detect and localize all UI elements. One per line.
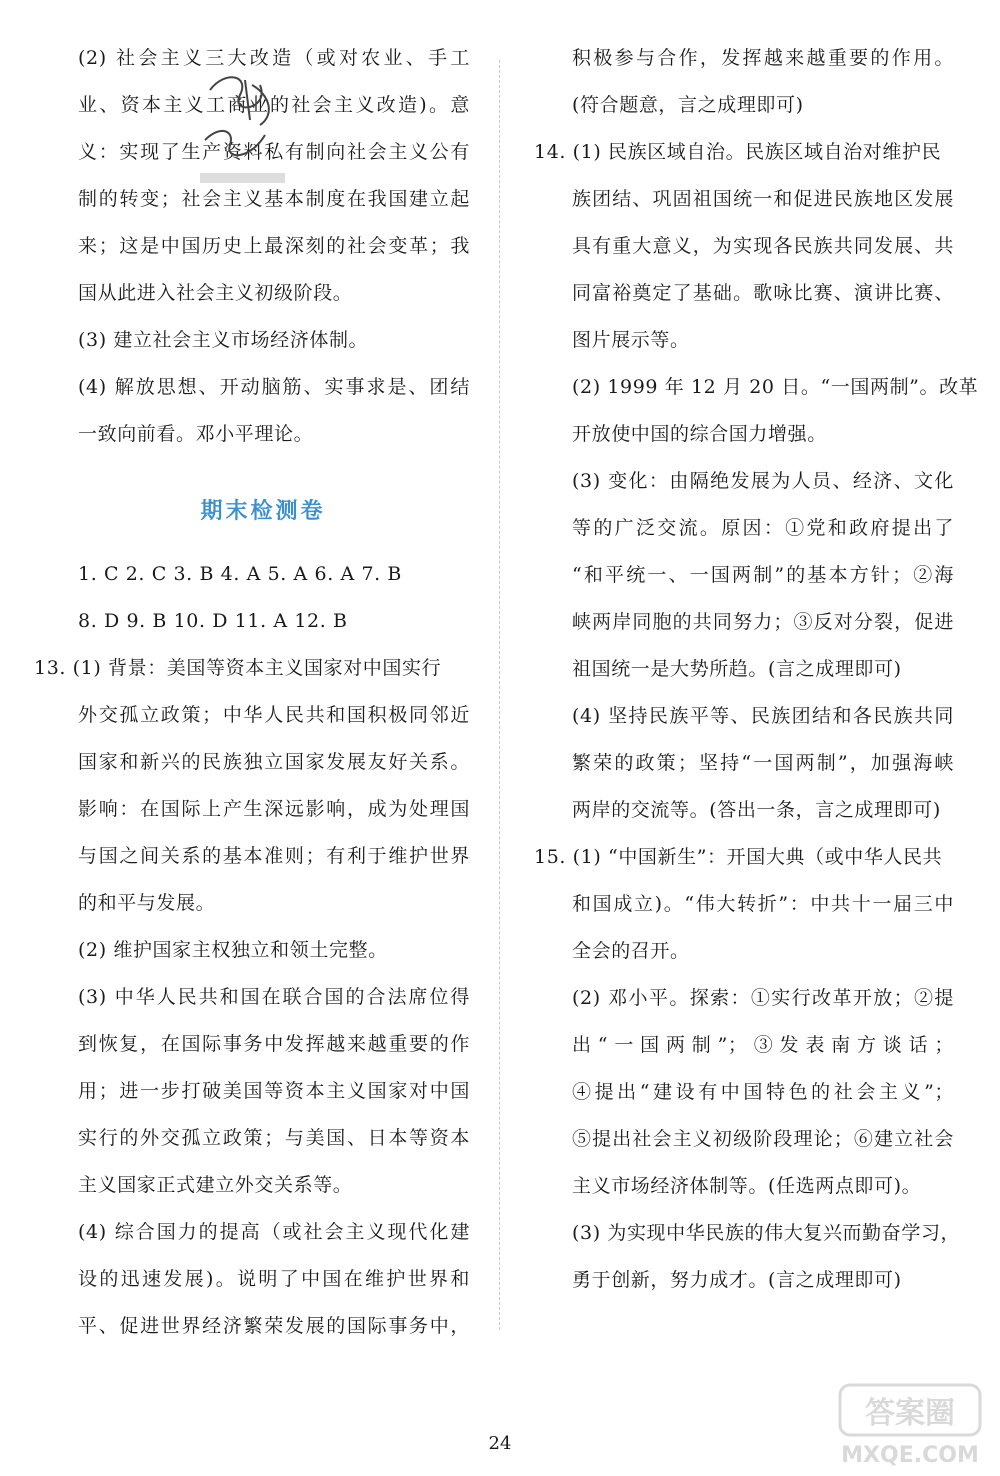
text-line: 同富裕奠定了基础。歌咏比赛、演讲比赛、 [572,282,954,304]
question-15-line: 15. (1) “中国新生”：开国大典（或中华人民共 [534,846,943,868]
text-line: 繁荣的政策；坚持“一国两制”，加强海峡 [572,752,954,774]
text-line: (2) 邓小平。探索：①实行改革开放；②提 [572,987,954,1009]
text-line: (3) 为实现中华民族的伟大复兴而勤奋学习， [572,1222,961,1244]
text-line: 义：实现了生产资料私有制向社会主义公有 [78,141,470,163]
text-line: “和平统一、一国两制”的基本方针；②海 [572,564,954,586]
text-line: 国从此进入社会主义初级阶段。 [78,282,353,304]
text-line: 平、促进世界经济繁荣发展的国际事务中， [78,1315,470,1337]
page-number: 24 [488,1433,512,1454]
choice-answers-line: 8. D 9. B 10. D 11. A 12. B [78,610,348,632]
text-line: 设的迅速发展)。说明了中国在维护世界和 [78,1268,470,1290]
text-line: (2) 维护国家主权独立和领土完整。 [78,939,388,961]
text-line: 主义市场经济体制等。(任选两点即可)。 [572,1175,922,1197]
text-line: 业、资本主义工商业的社会主义改造)。意 [78,94,470,116]
text-line: (3) 变化：由隔绝发展为人员、经济、文化 [572,470,954,492]
text-line: 峡两岸同胞的共同努力；③反对分裂，促进 [572,611,954,633]
text-line: 全会的召开。 [572,940,690,962]
text-line: 主义国家正式建立外交关系等。 [78,1174,353,1196]
text-line: (3) 建立社会主义市场经济体制。 [78,329,369,351]
choice-answers-line: 1. C 2. C 3. B 4. A 5. A 6. A 7. B [78,563,402,585]
question-13-line: 13. (1) 背景：美国等资本主义国家对中国实行 [34,657,442,679]
text-line: 制的转变；社会主义基本制度在我国建立起 [78,188,470,210]
text-line: (符合题意，言之成理即可) [572,94,804,116]
text-line: 等的广泛交流。原因：①党和政府提出了 [572,517,954,539]
text-line: 来；这是中国历史上最深刻的社会变革；我 [78,235,470,257]
text-line: (4) 坚持民族平等、民族团结和各民族共同 [572,705,954,727]
text-line: (2) 社会主义三大改造（或对农业、手工 [78,47,470,69]
text-line: ④提出“建设有中国特色的社会主义”； [572,1081,954,1103]
handwritten-stamp [190,65,300,195]
text-line: 与国之间关系的基本准则；有利于维护世界 [78,845,470,867]
text-line: 到恢复，在国际事务中发挥越来越重要的作 [78,1033,470,1055]
text-line: 祖国统一是大势所趋。(言之成理即可) [572,658,902,680]
text-line: (4) 解放思想、开动脑筋、实事求是、团结 [78,376,470,398]
text-line: 的和平与发展。 [78,892,216,914]
text-line: 具有重大意义，为实现各民族共同发展、共 [572,235,954,257]
text-line: 出“一国两制”；③发表南方谈话； [572,1034,954,1056]
text-line: 积极参与合作，发挥越来越重要的作用。 [572,47,954,69]
text-line: 族团结、巩固祖国统一和促进民族地区发展 [572,188,954,210]
svg-text:答案圈: 答案圈 [865,1396,955,1431]
text-line: 和国成立)。“伟大转折”：中共十一届三中 [572,893,954,915]
text-line: 影响：在国际上产生深远影响，成为处理国 [78,798,470,820]
question-14-line: 14. (1) 民族区域自治。民族区域自治对维护民 [534,141,942,163]
text-line: 开放使中国的综合国力增强。 [572,423,827,445]
text-line: (3) 中华人民共和国在联合国的合法席位得 [78,986,470,1008]
text-line: ⑤提出社会主义初级阶段理论；⑥建立社会 [572,1128,954,1150]
text-line: 两岸的交流等。(答出一条，言之成理即可) [572,799,941,821]
watermark-logo [838,1380,988,1470]
text-line: 外交孤立政策；中华人民共和国积极同邻近 [78,704,470,726]
text-line: 用；进一步打破美国等资本主义国家对中国 [78,1080,470,1102]
text-line: 国家和新兴的民族独立国家发展友好关系。 [78,751,470,773]
text-line: 实行的外交孤立政策；与美国、日本等资本 [78,1127,470,1149]
section-title: 期末检测卷 [200,498,326,524]
text-line: 勇于创新，努力成才。(言之成理即可) [572,1269,902,1291]
column-divider [499,60,500,1330]
text-line: (4) 综合国力的提高（或社会主义现代化建 [78,1221,470,1243]
text-line: (2) 1999 年 12 月 20 日。“一国两制”。改革 [572,376,979,398]
text-line: 图片展示等。 [572,329,690,351]
svg-text:MXQE.COM: MXQE.COM [841,1443,979,1468]
text-line: 一致向前看。邓小平理论。 [78,423,314,445]
